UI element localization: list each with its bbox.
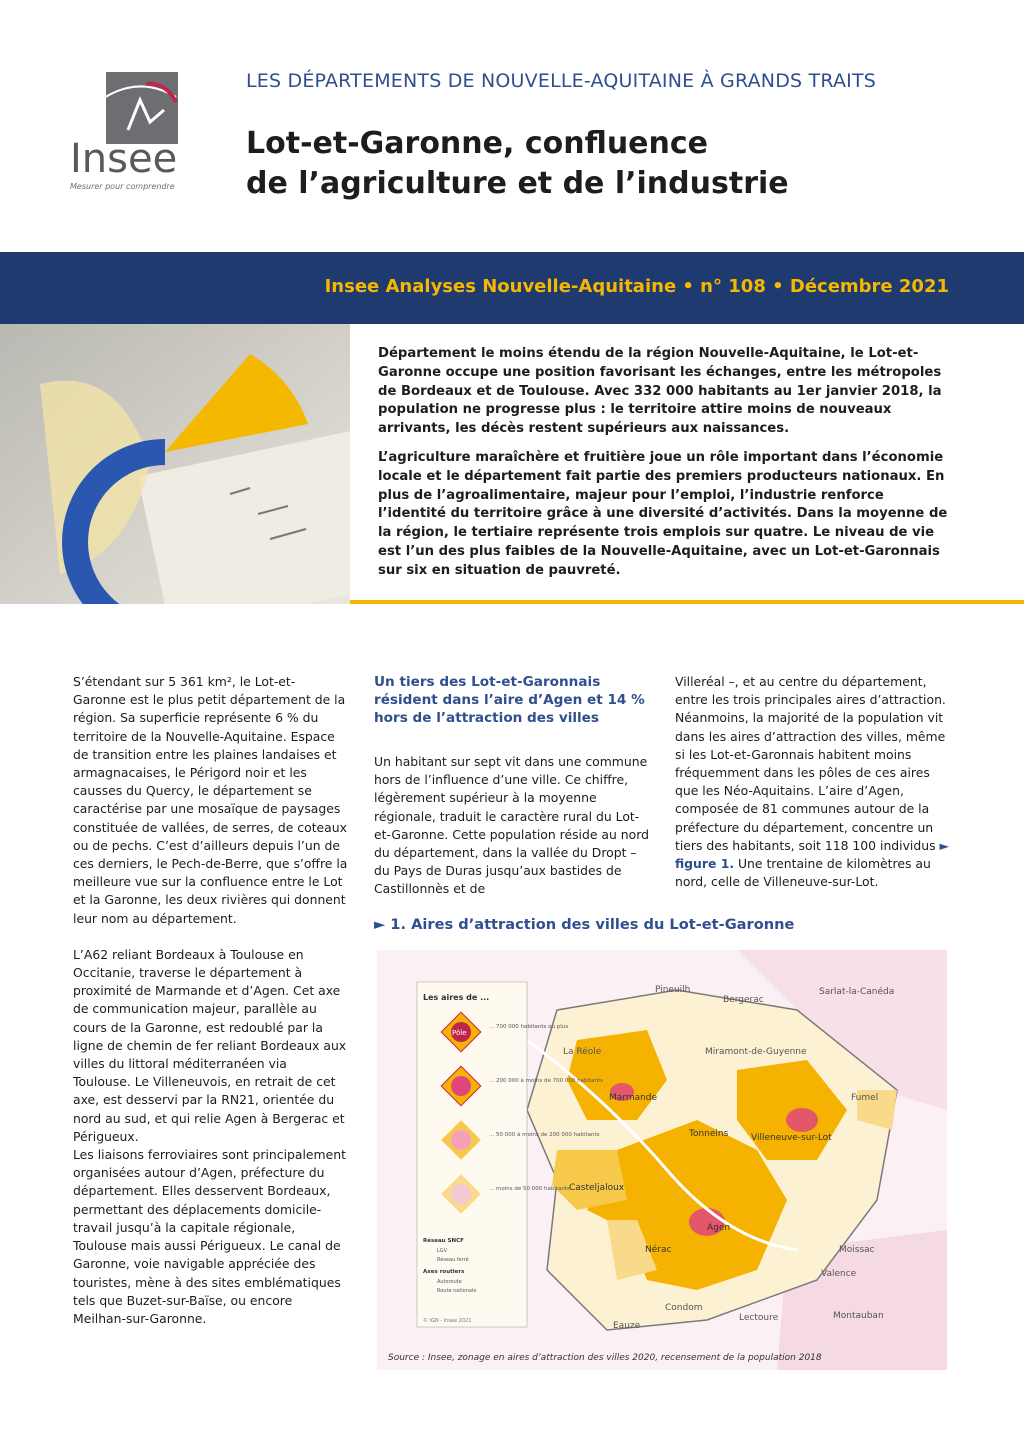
publication-band: [0, 252, 1024, 324]
page-title: [246, 124, 946, 204]
logo-wordmark: Insee: [70, 136, 178, 182]
figure-source: Source : Insee, zonage en aires d’attraction des villes 2020, recensement de la population 2018: [388, 1353, 822, 1363]
logo-tagline: Mesurer pour comprendre: [70, 182, 175, 191]
town-label: Pineuilh: [655, 985, 691, 995]
hero-illustration: [0, 324, 350, 604]
town-label: Sarlat-la-Canéda: [819, 987, 895, 997]
town-label: La Réole: [563, 1047, 602, 1057]
publication-reference: Insee Analyses Nouvelle-Aquitaine • n° 108 • Décembre 2021: [324, 276, 949, 297]
legend-pole-label: Pôle: [452, 1029, 467, 1037]
body-column-2: [374, 673, 649, 899]
body-paragraph: L’A62 reliant Bordeaux à Toulouse en Occitanie, traverse le département à proximité de Marmande et d’Agen. Cet axe de communication majeur, parallèle au cours de la Garonne, est redoublé par la ligne de chemin de fer reliant Bordeaux aux villes du littoral méditerranéen via Toulouse. Le Villeneuvois, en retrait de cet axe, est desservi par la RN21, orientée du nord au sud, et qui relie Agen à Bergerac et Périgueux.: [73, 946, 347, 1144]
town-label: Fumel: [851, 1093, 879, 1103]
legend-road-1: Autoroute: [437, 1279, 462, 1285]
logo-square: [106, 72, 178, 144]
body-paragraph: S’étendant sur 5 361 km², le Lot-et-Garonne est le plus petit département de la région. Sa superficie représente 6 % du territoire de la Nouvelle-Aquitaine. Espace de transition entre les plaines landaises et armagnacaises, le Périgord noir et les causses du Quercy, le département se caractérise par une mosaïque de paysages constituée de vallées, de serres, de coteaux ou de pechs. C’est d’ailleurs depuis l’un de ces derniers, le Pech-de-Berre, que s’offre la meilleure vue sur la confluence entre le Lot et la Garonne, les deux rivières qui donnent leur nom au département.: [73, 674, 348, 926]
legend-road-2: Route nationale: [437, 1288, 477, 1294]
body-text: Villeréal –, et au centre du département, entre les trois principales aires d’attraction. Néanmoins, la majorité de la population vit dans les aires d’attraction des villes, même si les Lot-et-Garonnais habitent moins fréquemment dans les pôles de ces aires que les Néo-Aquitains. L’aire d’Agen, composée de 81 communes autour de la préfecture du département, concentre un tiers des habitants, soit 118 100 individus: [675, 674, 946, 853]
legend-item-2: ... 200 000 à moins de 700 000 habitants: [489, 1078, 603, 1084]
body-text: Une trentaine de kilomètres au nord, celle de Villeneuve-sur-Lot.: [675, 856, 931, 890]
legend-rail-1: LGV: [437, 1248, 448, 1254]
legend-rail-title: Réseau SNCF: [423, 1238, 464, 1244]
series-title: LES DÉPARTEMENTS DE NOUVELLE-AQUITAINE À GRANDS TRAITS: [246, 70, 877, 92]
insee-logo: [68, 70, 188, 200]
body-paragraph: [675, 673, 955, 891]
legend-item-4: ... moins de 50 000 habitants: [489, 1186, 570, 1192]
map-legend-title: Les aires de ...: [423, 993, 490, 1002]
town-label: Condom: [665, 1303, 703, 1313]
town-label: Valence: [821, 1269, 857, 1279]
town-label: Moissac: [839, 1245, 875, 1255]
town-label: Bergerac: [723, 995, 764, 1005]
body-column-3: [675, 673, 955, 891]
town-label: Montauban: [833, 1311, 884, 1321]
section-heading: Un tiers des Lot-et-Garonnais résident dans l’aire d’Agen et 14 % hors de l’attraction des villes: [374, 674, 645, 726]
town-label: Casteljaloux: [569, 1183, 625, 1193]
town-label: Lectoure: [739, 1313, 779, 1323]
town-label: Villeneuve-sur-Lot: [751, 1133, 832, 1143]
accent-divider: [350, 600, 1024, 604]
summary-box: [378, 345, 953, 591]
legend-rail-2: Réseau ferré: [437, 1257, 469, 1263]
town-label: Miramont-de-Guyenne: [705, 1047, 807, 1057]
legend-item-1: ... 700 000 habitants ou plus: [489, 1024, 569, 1030]
town-label: Nérac: [645, 1245, 672, 1255]
figure-link[interactable]: ► figure 1.: [675, 837, 950, 872]
figure-title: ► 1. Aires d’attraction des villes du Lot-et-Garonne: [374, 916, 795, 933]
title-line-2: de l’agriculture et de l’industrie: [246, 166, 789, 201]
town-label: Eauze: [613, 1321, 641, 1331]
body-paragraph: Un habitant sur sept vit dans une commune hors de l’influence d’une ville. Ce chiffre, légèrement supérieur à la moyenne régionale, traduit le caractère rural du Lot-et-Garonne. Cette population réside au nord du département, dans la vallée du Dropt – du Pays de Duras jusqu’aux bastides de Castillonnès et de: [374, 754, 649, 897]
town-label: Tonneins: [689, 1129, 729, 1139]
body-paragraph: Les liaisons ferroviaires sont principalement organisées autour d’Agen, préfecture du département. Elles desservent Bordeaux, permettant des déplacements domicile-travail jusqu’à la capitale régionale, Toulouse mais aussi Périgueux. Le canal de Garonne, voie navigable appréciée des touristes, mène à des sites emblématiques tels que Buzet-sur-Baïse, ou encore Meilhan-sur-Garonne.: [73, 1147, 346, 1326]
town-label: Agen: [707, 1223, 731, 1233]
summary-paragraph-1: Département le moins étendu de la région Nouvelle-Aquitaine, le Lot-et-Garonne occupe une position favorisant les échanges, entre les métropoles de Bordeaux et de Toulouse. Avec 332 000 habitants au 1er janvier 2018, la population ne progresse plus : le territoire attire moins de nouveaux arrivants, les décès restent supérieurs aux naissances.: [378, 346, 942, 437]
town-label: Marmande: [609, 1093, 658, 1103]
legend-roads-title: Axes routiers: [423, 1269, 465, 1275]
body-column-1: [73, 673, 348, 1328]
summary-paragraph-2: L’agriculture maraîchère et fruitière joue un rôle important dans l’économie locale et le département fait partie des premiers producteurs nationaux. En plus de l’agroalimentaire, majeur pour l’emploi, l’industrie renforce l’identité du territoire grâce à une diversité d’activités. Dans la moyenne de la région, le tertiaire représente trois emplois sur quatre. Le niveau de vie est l’un des plus faibles de la Nouvelle-Aquitaine, avec un Lot-et-Garonnais sur six en situation de pauvreté.: [378, 449, 948, 578]
title-line-1: Lot-et-Garonne, confluence: [246, 126, 709, 161]
legend-item-3: ... 50 000 à moins de 200 000 habitants: [489, 1132, 600, 1138]
map-copyright: © IGN - Insee 2021: [423, 1318, 472, 1324]
attraction-areas-map: [377, 950, 947, 1370]
